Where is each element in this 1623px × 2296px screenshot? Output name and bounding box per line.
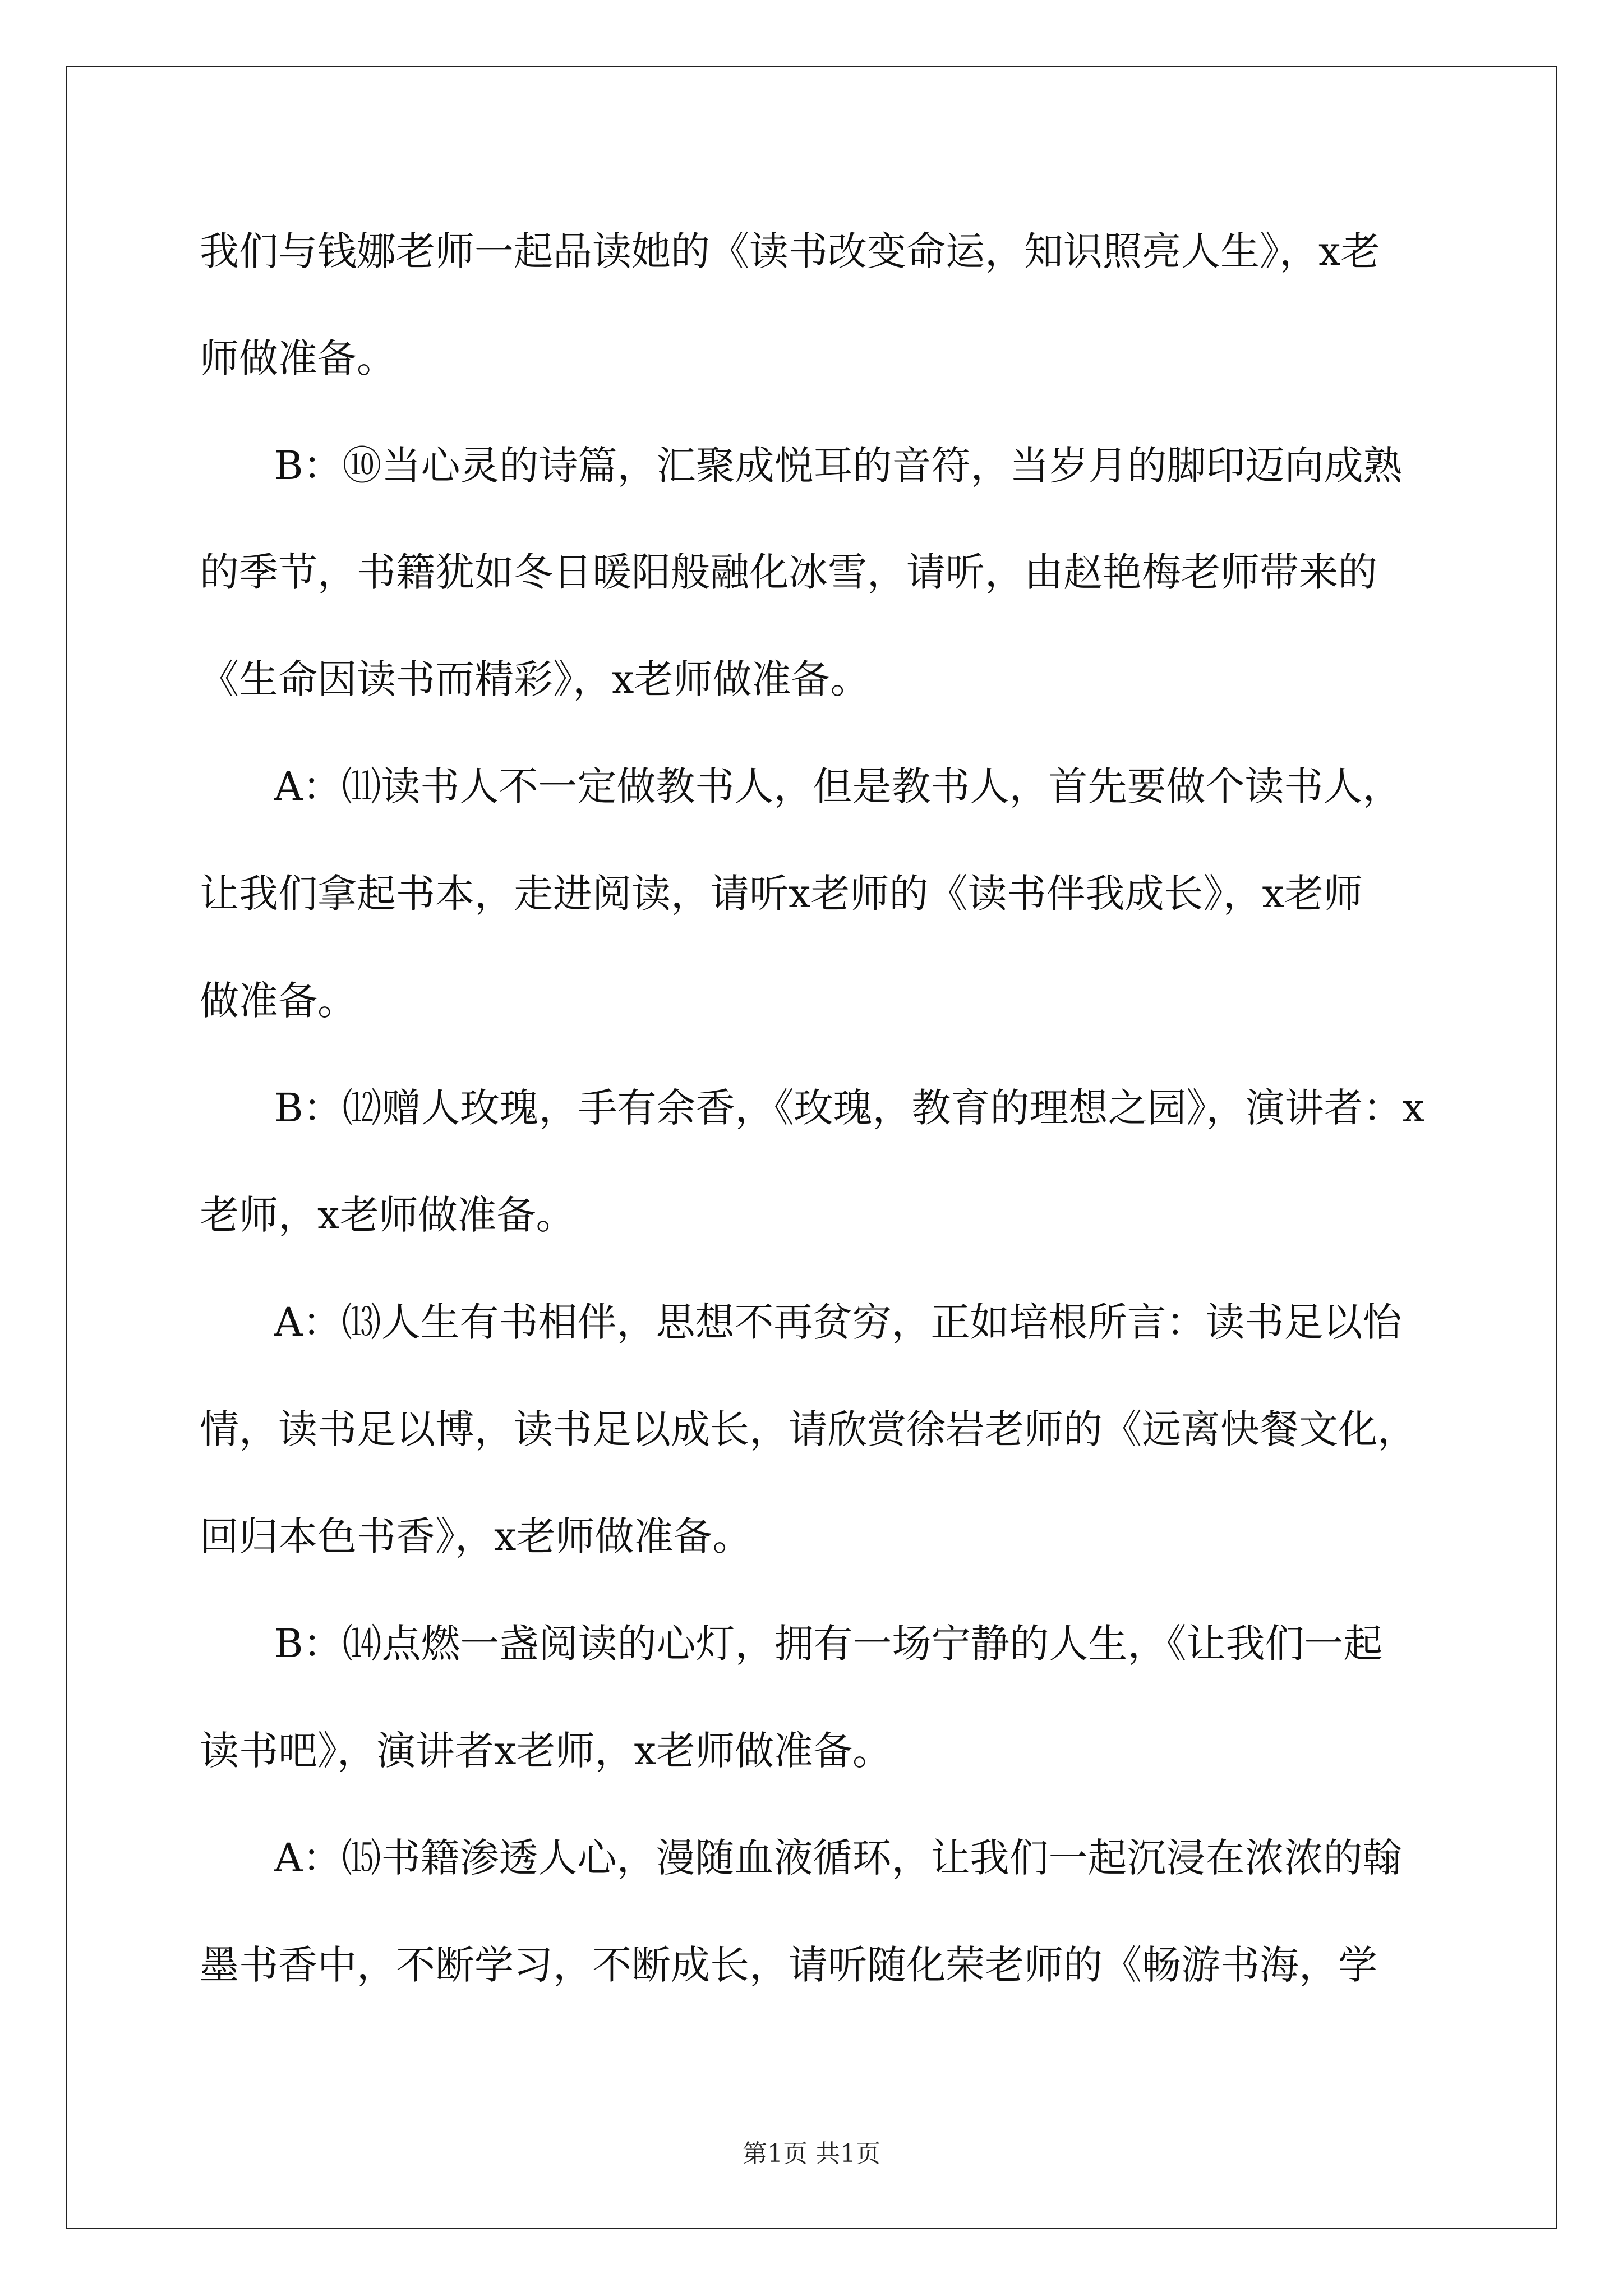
text-line-11: A：⒀人生有书相伴，思想不再贫穷，正如培根所言：读书足以怡 xyxy=(274,1299,1402,1345)
text-line-5: 《生命因读书而精彩》，x老师做准备。 xyxy=(200,656,870,702)
text-line-10: 老师，x老师做准备。 xyxy=(200,1192,575,1238)
page-border xyxy=(66,66,1557,2229)
text-line-12: 情，读书足以博，读书足以成长，请欣赏徐岩老师的《远离快餐文化， xyxy=(200,1406,1417,1452)
text-line-13: 回归本色书香》，x老师做准备。 xyxy=(200,1513,752,1559)
text-line-15: 读书吧》，演讲者x老师，x老师做准备。 xyxy=(200,1728,892,1774)
text-line-17: 墨书香中，不断学习，不断成长，请听随化荣老师的《畅游书海，学 xyxy=(200,1942,1377,1988)
text-line-4: 的季节，书籍犹如冬日暖阳般融化冰雪，请听，由赵艳梅老师带来的 xyxy=(200,549,1377,595)
text-line-7: 让我们拿起书本，走进阅读，请听x老师的《读书伴我成长》，x老师 xyxy=(200,871,1363,917)
text-line-16: A：⒂书籍渗透人心，漫随血液循环，让我们一起沉浸在浓浓的翰 xyxy=(274,1835,1402,1881)
text-line-8: 做准备。 xyxy=(200,978,357,1024)
text-line-2: 师做准备。 xyxy=(200,335,396,381)
text-line-6: A：⑾读书人不一定做教书人，但是教书人，首先要做个读书人， xyxy=(274,763,1402,809)
text-line-9: B：⑿赠人玫瑰，手有余香，《玫瑰，教育的理想之园》，演讲者：x xyxy=(274,1085,1424,1131)
text-line-1: 我们与钱娜老师一起品读她的《读书改变命运，知识照亮人生》，x老 xyxy=(200,228,1380,274)
page-footer: 第1页 共1页 xyxy=(743,2139,880,2168)
text-line-14: B：⒁点燃一盏阅读的心灯，拥有一场宁静的人生，《让我们一起 xyxy=(274,1621,1383,1667)
text-line-3: B：⑩当心灵的诗篇，汇聚成悦耳的音符，当岁月的脚印迈向成熟 xyxy=(274,443,1403,489)
